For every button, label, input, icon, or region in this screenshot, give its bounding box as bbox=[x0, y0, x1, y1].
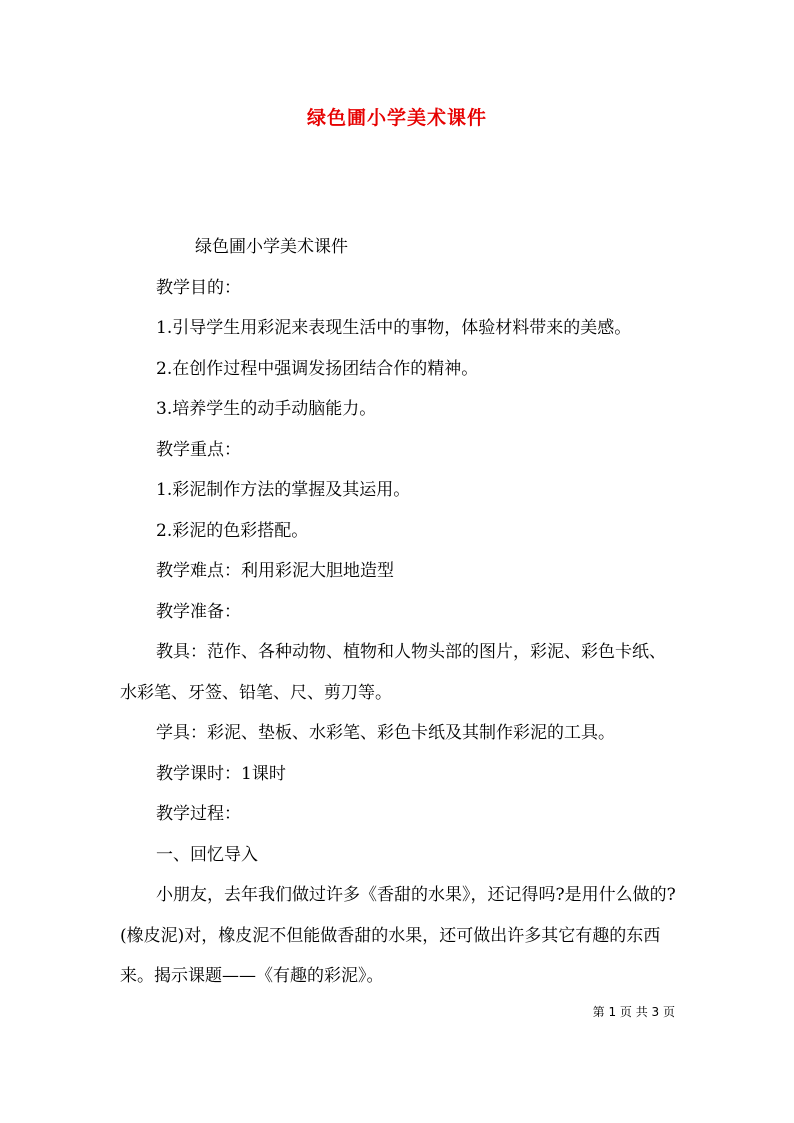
document-title: 绿色圃小学美术课件 bbox=[306, 107, 487, 129]
paragraph-section-1: 一、回忆导入 bbox=[156, 844, 258, 865]
paragraph-key-points-label: 教学重点： bbox=[156, 439, 241, 460]
paragraph-preparation-label: 教学准备： bbox=[156, 601, 241, 622]
paragraph-process-label: 教学过程： bbox=[156, 804, 241, 824]
paragraph-objective-3: 3.培养学生的动手动脑能力。 bbox=[156, 399, 377, 419]
paragraph-heading: 绿色圃小学美术课件 bbox=[195, 237, 348, 257]
paragraph-key-point-2: 2.彩泥的色彩搭配。 bbox=[156, 520, 309, 541]
paragraph-objectives-label: 教学目的： bbox=[156, 277, 241, 298]
paragraph-teaching-aids: 教具：范作、各种动物、植物和人物头部的图片，彩泥、彩色卡纸、水彩笔、牙签、铅笔、尺、剪刀等。 bbox=[120, 642, 666, 703]
paragraph-intro: 小朋友，去年我们做过许多《香甜的水果》，还记得吗?是用什么做的?(橡皮泥)对，橡皮泥不但能做香甜的水果，还可做出许多其它有趣的东西来。揭示课题——《有趣的彩泥》。 bbox=[120, 885, 676, 986]
paragraph-objective-2: 2.在创作过程中强调发扬团结合作的精神。 bbox=[156, 358, 479, 379]
paragraph-student-tools: 学具：彩泥、垫板、水彩笔、彩色卡纸及其制作彩泥的工具。 bbox=[156, 723, 615, 743]
paragraph-difficulty: 教学难点：利用彩泥大胆地造型 bbox=[156, 561, 394, 581]
paragraph-lesson-hours: 教学课时：1课时 bbox=[156, 763, 286, 784]
page-footer: 第 1 页 共 3 页 bbox=[592, 1005, 675, 1019]
document-body bbox=[120, 227, 680, 997]
paragraph-objective-1: 1.引导学生用彩泥来表现生活中的事物，体验材料带来的美感。 bbox=[156, 318, 632, 338]
paragraph-key-point-1: 1.彩泥制作方法的掌握及其运用。 bbox=[156, 480, 411, 500]
